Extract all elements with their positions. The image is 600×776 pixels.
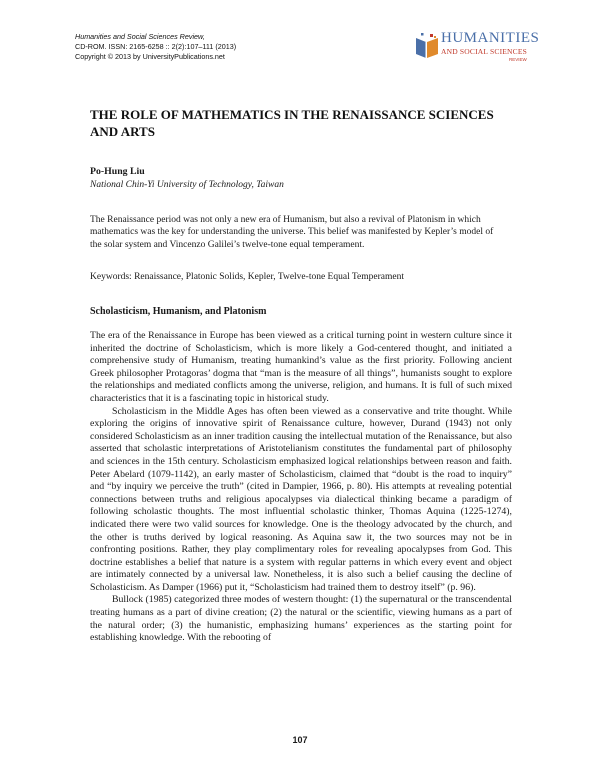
logo-title: HUMANITIES: [441, 30, 540, 46]
journal-name: Humanities and Social Sciences Review,: [75, 32, 205, 41]
logo-subtitle: AND SOCIAL SCIENCES: [441, 47, 528, 56]
body-text: [90, 330, 512, 645]
page-number: 107: [292, 735, 308, 745]
author-affiliation: National Chin-Yi University of Technology, Taiwan: [90, 180, 284, 190]
author-name: Po-Hung Liu: [90, 166, 145, 177]
journal-issn: CD-ROM. ISSN: 2165-6258 :: 2(2):107–111 (2013): [75, 42, 237, 51]
section-heading: Scholasticism, Humanism, and Platonism: [90, 306, 267, 317]
keywords: Keywords: Renaissance, Platonic Solids, Kepler, Twelve-tone Equal Temperament: [90, 272, 404, 282]
journal-logo: [413, 30, 540, 70]
paragraph: Scholasticism in the Middle Ages has often been viewed as a conservative and trite thought. While exploring the origins of innovative spirit of Renaissance culture, however, Durand (1943) not only considered Scholasticism as an inner tradition causing the intellectual mutation of the Renaissance, but also asserted that scholastic interpretations of Aristotelianism constitutes the fundamental part of philosophy and sciences in the 15th century. Scholasticism emphasized logical relationships between reason and faith. Peter Abelard (1079-1142), an early master of Scholasticism, claimed that “doubt is the road to inquiry” and “by inquiry we perceive the truth” (cited in Dampier, 1966, p. 80). His attempts at revealing potential connections between truths and religious apocalypses via dialectical thinking became a paradigm of following scholastic thoughts. The most influential scholastic thinker, Thomas Aquina (1225-1274), indicated there were two valid sources for knowledge. One is the theology advocated by the church, and the other is truths derived by logical reasoning. As Aquina saw it, the two sources may not be in confronting positions. Rather, they play complimentary roles for revealing apocalypses from God. This doctrine establishes a belief that nature is a system with regular patterns in which every event and object are intimately connected by a universal law. Nonetheless, it is also such a belief causing the decline of Scholasticism. As Damper (1966) put it, “Scholasticism had trained them to destroy itself” (p. 96).: [90, 405, 512, 593]
paper-title: THE ROLE OF MATHEMATICS IN THE RENAISSANCE SCIENCES AND ARTS: [90, 107, 494, 139]
journal-copyright: Copyright © 2013 by UniversityPublications.net: [75, 52, 225, 61]
paragraph: The era of the Renaissance in Europe has been viewed as a critical turning point in western culture since it inherited the doctrine of Scholasticism, which is more likely a God-centered thought, and initiated a comprehensive study of Humanism, treating humankind’s value as the first priority. Following ancient Greek philosopher Protagoras’ dogma that “man is the measure of all things”, humanists sought to explore the relationships and mediated conflicts among the universe, religion, and humans. It is full of such mixed characteristics that it is a fascinating topic in historical study.: [90, 330, 512, 404]
paragraph: Bullock (1985) categorized three modes of western thought: (1) the supernatural or the transcendental treating humans as a part of divine creation; (2) the natural or the scientific, viewing humans as a part of the natural order; (3) the humanistic, emphasizing humans’ experiences as the starting point for establishing knowledge. With the rebooting of: [90, 594, 512, 644]
logo-review: REVIEW: [509, 57, 527, 62]
journal-header: [75, 32, 345, 62]
book-icon: [413, 32, 441, 62]
abstract: The Renaissance period was not only a new era of Humanism, but also a revival of Platonism in which mathematics was the key for understanding the universe. This belief was manifested by Kepler’s model of the solar system and Vincenzo Galilei’s twelve-tone equal temperament.: [90, 215, 494, 250]
